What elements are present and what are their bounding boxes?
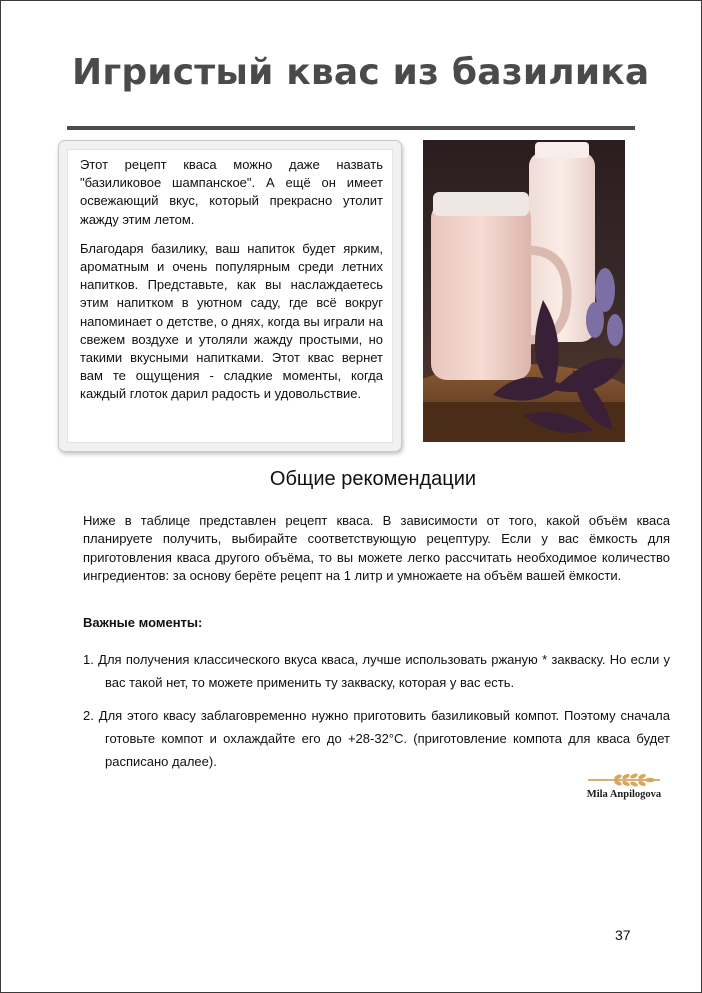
list-item [83, 704, 670, 773]
list-item-text: Для этого квасу заблаговременно нужно приготовить базиликовый компот. Поэтому сначала готовьте компот и охлаждайте его до +28-32°С. (приготовление компота для кваса будет расписано далее). [98, 708, 670, 769]
logo-text: Mila Anpilogova [586, 789, 662, 800]
list-item-text: Для получения классического вкуса кваса, лучше использовать ржаную * закваску. Но если у вас такой нет, то можете применить ту закваску, которая у вас есть. [98, 652, 670, 690]
intro-text [80, 156, 383, 415]
list-item-number: 2. [83, 708, 99, 723]
body-paragraph: Ниже в таблице представлен рецепт кваса. В зависимости от того, какой объём кваса планируете получить, выбирайте соответствующую рецептуру. Если у вас ёмкость для приготовления кваса другого объёма, то вы можете легко рассчитать необходимое количество ингредиентов: за основу берёте рецепт на 1 литр и умножаете на объём вашей ёмкости. [83, 513, 670, 584]
section-title: Общие рекомендации [269, 468, 477, 490]
title-divider [67, 126, 635, 130]
important-list [83, 648, 670, 783]
jar [431, 202, 531, 380]
author-logo [578, 770, 670, 804]
wheat-icon [578, 770, 670, 790]
page-number: 37 [615, 927, 631, 943]
list-item [83, 648, 670, 694]
list-item-number: 1. [83, 652, 99, 667]
intro-paragraph-1: Этот рецепт кваса можно даже назвать "базиликовое шампанское". А ещё он имеет освежающий вкус, который прекрасно утолит жажду этим летом. [80, 157, 383, 227]
kvass-photo [423, 140, 625, 442]
page-title: Игристый квас из базилика [72, 52, 650, 93]
important-heading: Важные моменты: [83, 615, 203, 630]
intro-paragraph-2: Благодаря базилику, ваш напиток будет ярким, ароматным и очень популярным среди летних напитков. Представьте, как вы наслаждаетесь этим напитком в уютном саду, где всё вокруг напоминает о детстве, о днях, когда вы играли на свежем воздухе и утоляли жажду простыми, но такими вкусными напитками. Этот квас вернет вам те ощущения - сладкие моменты, когда каждый глоток дарил радость и удовольствие. [80, 240, 383, 402]
